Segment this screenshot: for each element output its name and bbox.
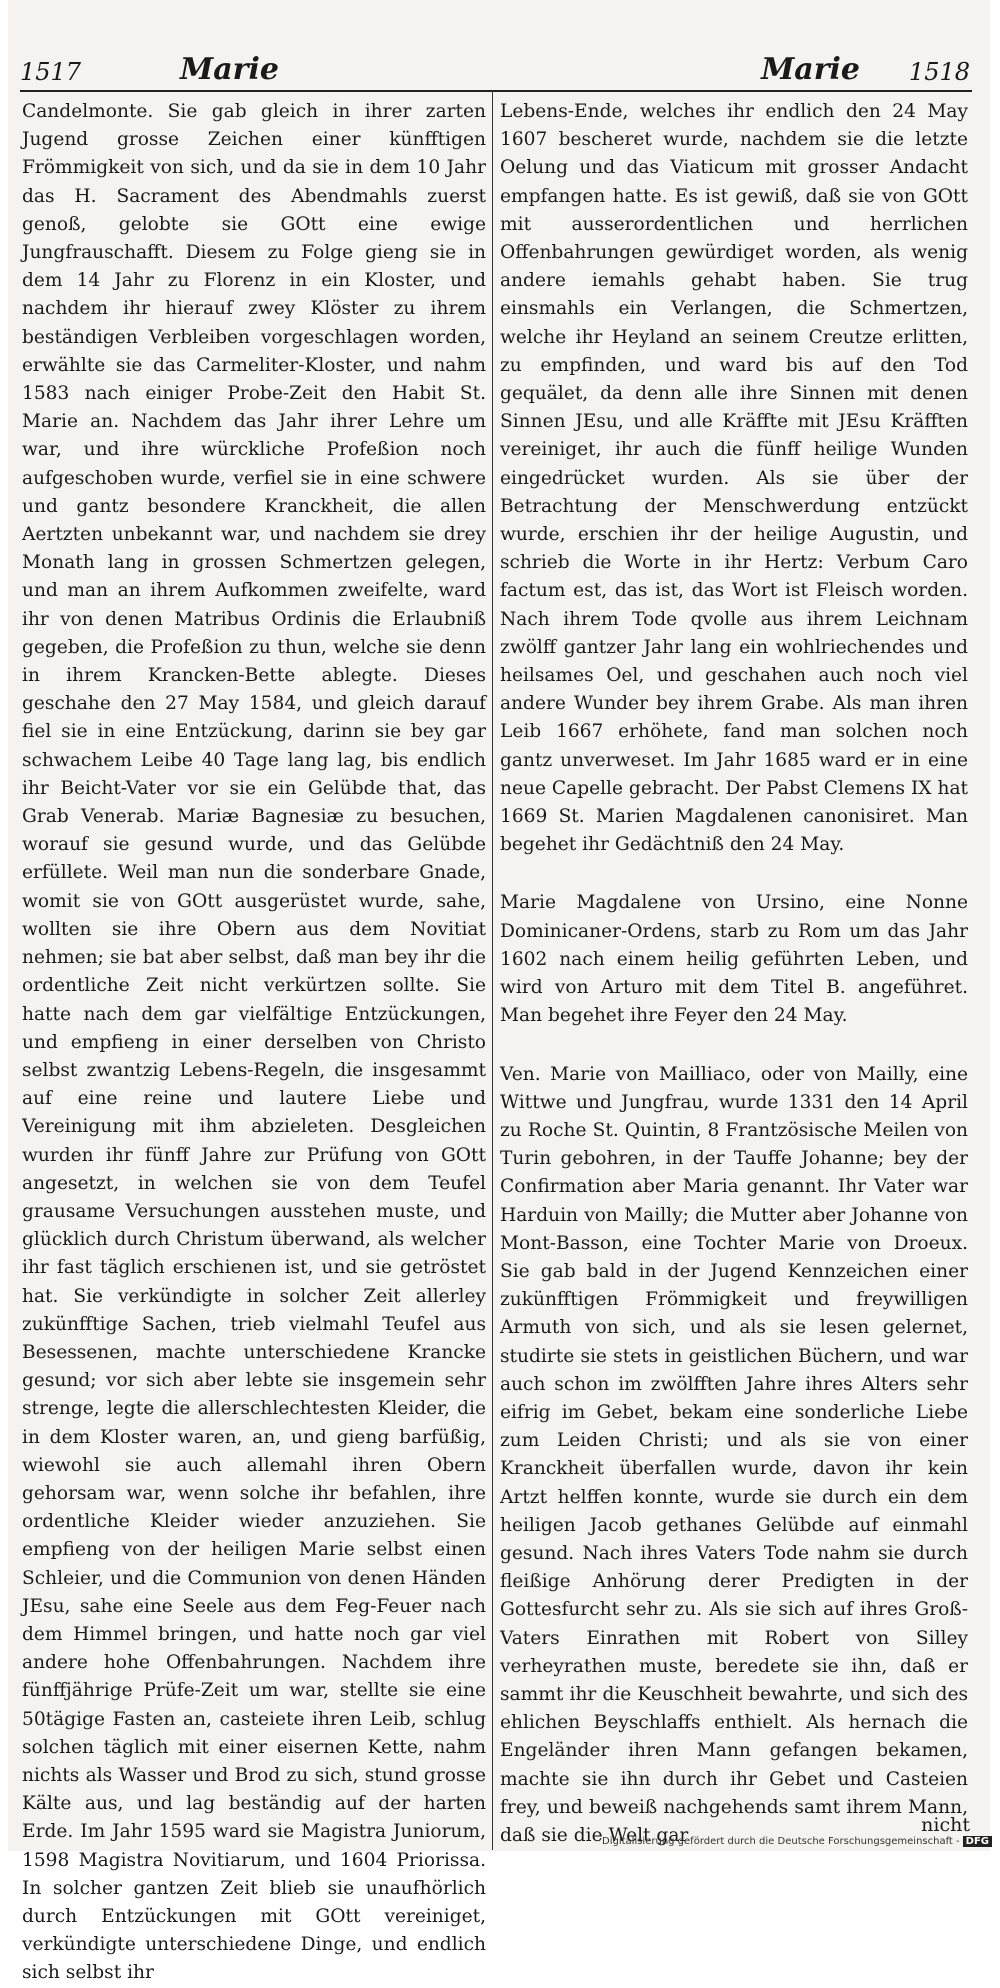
digitization-footer [602, 1836, 992, 1847]
page-number-left: 1517 [20, 58, 82, 86]
right-column [500, 98, 968, 1850]
page-number-right: 1518 [908, 58, 970, 86]
footer-text: Digitalisierung gefördert durch die Deutsche Forschungsgemeinschaft - [602, 1836, 960, 1847]
catchword: nicht [921, 1814, 970, 1836]
column-divider [492, 90, 493, 1850]
left-column [22, 98, 486, 1988]
header-rule [20, 90, 972, 92]
entry-marie-von-mailliaco: Ven. Marie von Mailliaco, oder von Mailly, eine Wittwe und Jungfrau, wurde 1331 den 14 April zu Roche St. Quintin, 8 Frantzösische Meilen von Turin gebohren, in der Tauffe Johanne; bey der Confirmation aber Maria genannt. Ihr Vater war Harduin von Mailly; die Mutter aber Johanne von Mont-Basson, eine Tochter Marie von Droeux. Sie gab bald in der Jugend Kennzeichen einer zukünfftigen Frömmigkeit und freywilligen Armuth von sich, und als sie lesen gelernet, studirte sie stets in geistlichen Büchern, und war auch schon im zwölfften Jahre ihres Alters sehr eifrig im Gebet, bekam eine sonderliche Liebe zum Leiden Christi; und als sie von einer Kranckheit überfallen wurde, davon ihr kein Artzt helffen konnte, wurde sie durch ein dem heiligen Jacob gethanes Gelübde auf einmahl gesund. Nach ihres Vaters Tode nahm sie durch fleißige Anhörung derer Predigten in der Gottesfurcht sehr zu. Als sie sich auf ihres Groß-Vaters Einrathen mit Robert von Silley verheyrathen muste, beredete sie ihn, daß er sammt ihr die Keuschheit bewahrte, und sich des ehlichen Beyschlaffs enthielt. Als hernach die Engeländer ihren Mann gefangen bekamen, machte sie ihn durch ihr Gebet und Casteien frey, und beweiß nachgehends samt ihrem Mann, daß sie die Welt gar [500, 1063, 968, 1846]
page-header [20, 52, 970, 92]
entry-marie-magdalene-von-ursino: Marie Magdalene von Ursino, eine Nonne Dominicaner-Ordens, starb zu Rom um das Jahr 1602 nach einem heilig geführten Leben, und wird von Arturo mit dem Titel B. angeführet. Man begehet ihre Feyer den 24 May. [500, 892, 968, 1027]
running-head-left: Marie [180, 52, 279, 87]
dfg-logo: DFG [963, 1836, 992, 1847]
left-column-text: Candelmonte. Sie gab gleich in ihrer zarten Jugend grosse Zeichen einer künfftigen Frömmigkeit von sich, und da sie in dem 10 Jahr das H. Sacrament des Abendmahls zuerst genoß, gelobte sie GOtt eine ewige Jungfrauschafft. Diesem zu Folge gieng sie in dem 14 Jahr zu Florenz in ein Kloster, und nachdem ihr hierauf zwey Klöster zu ihrem beständigen Verbleiben vorgeschlagen worden, erwählte sie das Carmeliter-Kloster, und nahm 1583 nach einiger Probe-Zeit den Habit St. Marie an. Nachdem das Jahr ihrer Lehre um war, und ihre würckliche Profeßion noch aufgeschoben wurde, verfiel sie in eine schwere und gantz besondere Kranckheit, die allen Aertzten unbekannt war, und nachdem sie drey Monath lang in grossen Schmertzen gelegen, und man an ihrem Aufkommen zweifelte, ward ihr von denen Matribus Ordinis die Erlaubniß gegeben, die Profeßion zu thun, welche sie denn in ihrem Krancken-Bette ablegte. Dieses geschahe den 27 May 1584, und gleich darauf fiel sie in eine Entzückung, darinn sie bey gar schwachem Leibe 40 Tage lang lag, bis endlich ihr Beicht-Vater vor sie ein Gelübde that, das Grab Venerab. Mariæ Bagnesiæ zu besuchen, worauf sie gesund wurde, und das Gelübde erfüllete. Weil man nun die sonderbare Gnade, womit sie von GOtt ausgerüstet wurde, sahe, wollten sie ihre Obern aus dem Novitiat nehmen; sie bat aber selbst, daß man bey ihr die ordentliche Zeit nicht verkürtzen sollte. Sie hatte nach dem gar vielfältige Entzückungen, und empfieng in einer derselben von Christo selbst zwantzig Lebens-Regeln, die insgesammt auf eine reine und lautere Liebe und Vereinigung mit ihm abzieleten. Desgleichen wurden ihr fünff Jahre zur Prüfung von GOtt angesetzt, in welchen sie von dem Teufel grausame Versuchungen ausstehen muste, und glücklich durch Christum überwand, als welcher ihr fast täglich erschienen ist, und sie getröstet hat. Sie verkündigte in solcher Zeit allerley zukünfftige Sachen, trieb vielmahl Teufel aus Besessenen, machte unterschiedene Krancke gesund; vor sich aber lebte sie insgemein sehr strenge, legte die allerschlechtesten Kleider, die in dem Kloster waren, an, und gieng barfüßig, wiewohl sie auch allemahl ihren Obern gehorsam war, wenn solche ihr befahlen, ihre ordentliche Kleider wieder anzuziehen. Sie empfieng von der heiligen Marie selbst einen Schleier, und die Communion von denen Händen JEsu, sahe eine Seele aus dem Feg-Feuer nach dem Himmel bringen, und hatte noch gar viel andere hohe Offenbahrungen. Nachdem ihre fünffjährige Prüfe-Zeit um war, stellte sie eine 50tägige Fasten an, casteiete ihren Leib, schlug solchen täglich mit einer eisernen Kette, nahm nichts als Wasser und Brod zu sich, stund grosse Kälte aus, und lag beständig auf der harten Erde. Im Jahr 1595 ward sie Magistra Juniorum, 1598 Magistra Novitiarum, und 1604 Priorissa. In solcher gantzen Zeit blieb sie unaufhörlich durch Entzückungen mit GOtt vereiniget, verkündigte unterschiedene Dinge, und endlich sich selbst ihr [22, 101, 486, 1984]
entry-marie-magdalene-continued: Lebens-Ende, welches ihr endlich den 24 May 1607 bescheret wurde, nachdem sie die letzte Oelung und das Viaticum mit grosser Andacht empfangen hatte. Es ist gewiß, daß sie von GOtt mit ausserordentlichen und herrlichen Offenbahrungen gewürdiget worden, als wenig andere iemahls gehabt haben. Sie trug einsmahls ein Verlangen, die Schmertzen, welche ihr Heyland an seinem Creutze erlitten, zu empfinden, und ward bis auf den Tod gequälet, da denn alle ihre Sinnen mit denen Sinnen JEsu, und alle Kräffte mit JEsu Kräfften vereiniget, ihr auch die fünff heilige Wunden eingedrücket wurden. Als sie über der Betrachtung der Menschwerdung entzückt wurde, erschien ihr der heilige Augustin, und schrieb die Worte in ihr Hertz: Verbum Caro factum est, das ist, das Wort ist Fleisch worden. Nach ihrem Tode qvolle aus ihrem Leichnam zwölff gantzer Jahr lang ein wohlriechendes und heilsames Oel, und geschahen auch noch viel andere Wunder bey ihrem Grabe. Als man ihren Leib 1667 erhöhete, fand man solchen noch gantz unverweset. Im Jahr 1685 ward er in eine neue Capelle gebracht. Der Pabst Clemens IX hat 1669 St. Marien Magdalenen canonisiret. Man begehet ihr Gedächtniß den 24 May. [500, 101, 968, 856]
running-head-right: Marie [761, 52, 860, 87]
